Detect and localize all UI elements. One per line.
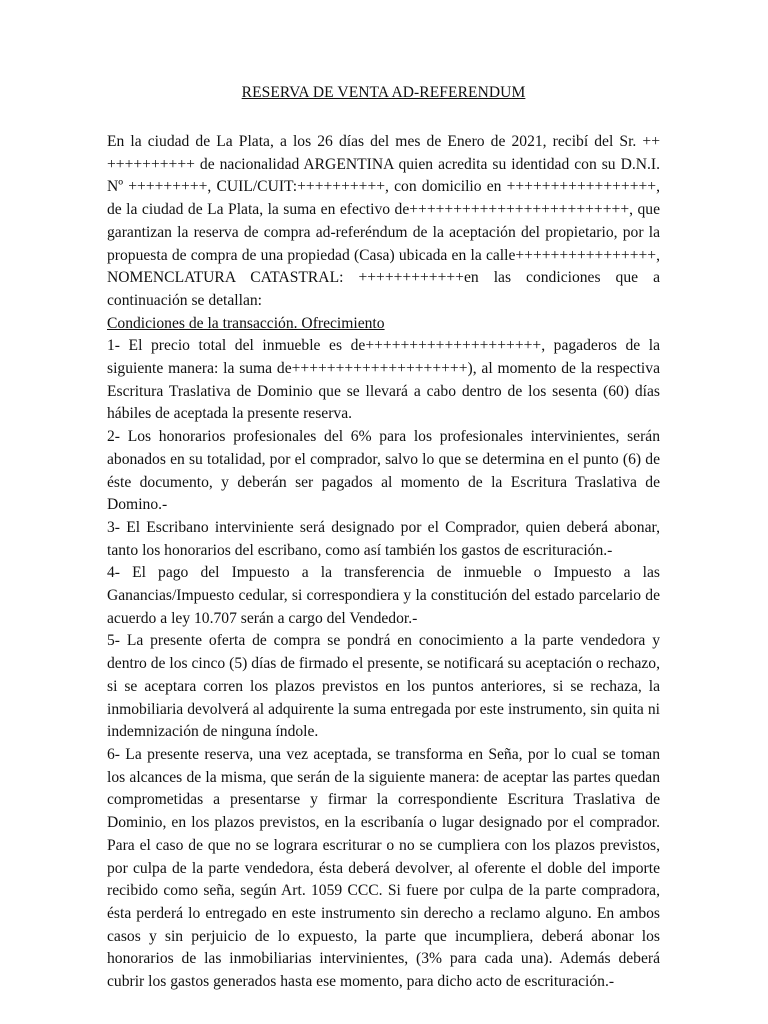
clause-4: 4- El pago del Impuesto a la transferencia de inmueble o Impuesto a las Ganancias/Impuesto cedular, si correspondiera y la constitución del estado parcelario de acuerdo a ley 10.707 serán a cargo del Vendedor.- <box>107 564 660 627</box>
document-title: RESERVA DE VENTA AD-REFERENDUM <box>241 84 526 101</box>
intro-paragraph: En la ciudad de La Plata, a los 26 días del mes de Enero de 2021, recibí del Sr. ++ ++++++++++ de nacionalidad ARGENTINA quien acredita su identidad con su D.N.I. Nº +++++++++, CUIL/CUIT:++++++++++, con domicilio en +++++++++++++++++, de la ciudad de La Plata, la suma en efectivo de+++++++++++++++++++++++++, que garantizan la reserva de compra ad-referéndum de la aceptación del propietario, por la propuesta de compra de una propiedad (Casa) ubicada en la calle++++++++++++++++, NOMENCLATURA CATASTRAL: ++++++++++++en las condiciones que a continuación se detallan: <box>107 133 660 309</box>
section-heading: Condiciones de la transacción. Ofrecimiento <box>107 314 385 332</box>
clause-3: 3- El Escribano interviniente será designado por el Comprador, quien deberá abonar, tanto los honorarios del escribano, como así también los gastos de escrituración.- <box>107 518 660 559</box>
clause-6: 6- La presente reserva, una vez aceptada, se transforma en Seña, por lo cual se toman los alcances de la misma, que serán de la siguiente manera: de aceptar las partes quedan comprometidas a presentarse y firmar la correspondiente Escritura Traslativa de Dominio, en los plazos previstos, en la escribanía o lugar designado por el comprador. Para el caso de que no se lograra escriturar o no se cumpliera con los plazos previstos, por culpa de la parte vendedora, ésta deberá devolver, al oferente el doble del importe recibido como seña, según Art. 1059 CCC. Si fuere por culpa de la parte compradora, ésta perderá lo entregado en este instrumento sin derecho a reclamo alguno. En ambos casos y sin perjuicio de lo expuesto, la parte que incumpliera, deberá abonar los honorarios de las inmobiliarias intervinientes, (3% para cada una). Además deberá cubrir los gastos generados hasta ese momento, para dicho acto de escrituración.- <box>107 745 660 991</box>
clause-5: 5- La presente oferta de compra se pondrá en conocimiento a la parte vendedora y dentro de los cinco (5) días de firmado el presente, se notificará su aceptación o rechazo, si se aceptara corren los plazos previstos en los puntos anteriores, si se rechaza, la inmobiliaria devolverá al adquirente la suma entregada por este instrumento, sin quita ni indemnización de ninguna índole. <box>107 632 660 741</box>
clause-1: 1- El precio total del inmueble es de++++++++++++++++++++, pagaderos de la siguiente manera: la suma de++++++++++++++++++++), al momento de la respectiva Escritura Traslativa de Dominio que se llevará a cabo dentro de los sesenta (60) días hábiles de aceptada la presente reserva. <box>107 337 660 423</box>
document-page <box>107 82 660 994</box>
clause-2: 2- Los honorarios profesionales del 6% para los profesionales intervinientes, serán abonados en su totalidad, por el comprador, salvo lo que se determina en el punto (6) de éste documento, y deberán ser pagados al momento de la Escritura Traslativa de Domino.- <box>107 428 660 514</box>
